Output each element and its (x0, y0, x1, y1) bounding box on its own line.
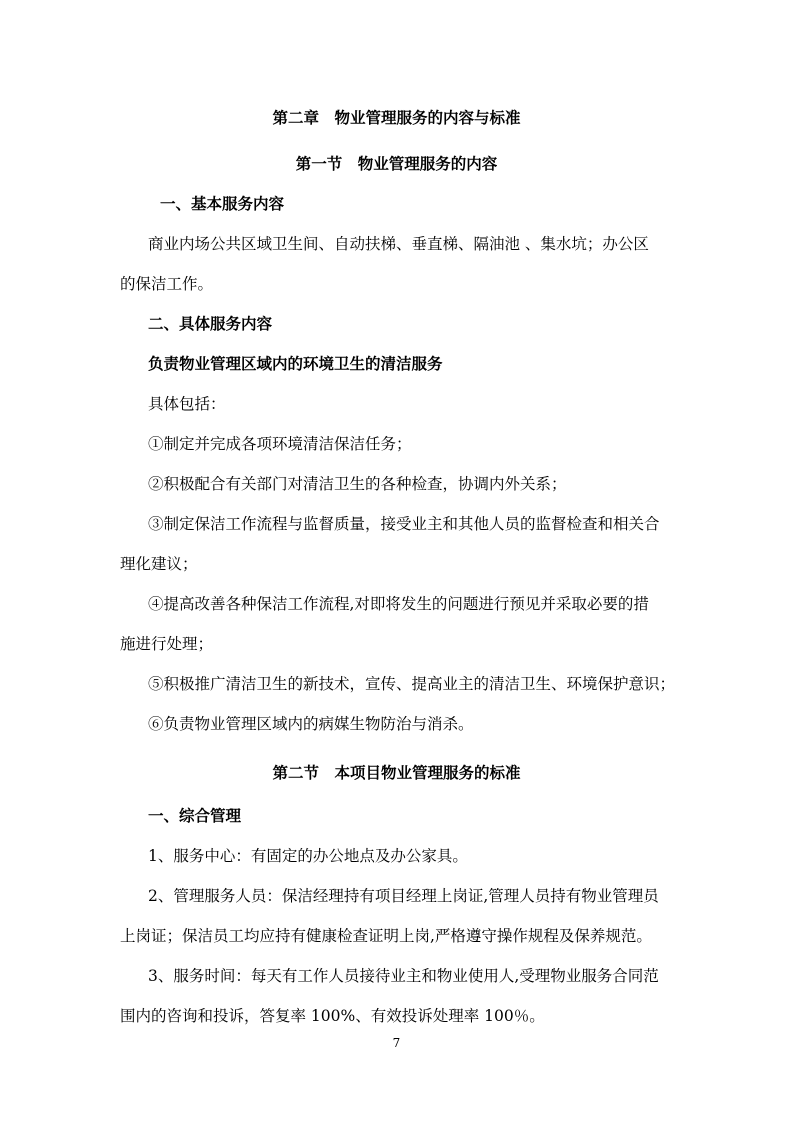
list-item-6: ⑥负责物业管理区域内的病媒生物防治与消杀。 (148, 715, 474, 733)
includes-label: 具体包括： (148, 395, 226, 413)
basic-service-line-1: 商业内场公共区域卫生间、自动扶梯、垂直梯、隔油池 、集水坑；办公区 (148, 235, 649, 253)
section-1-title: 第一节 物业管理服务的内容 (295, 154, 498, 173)
list-item-1: ①制定并完成各项环境清洁保洁任务； (148, 435, 412, 453)
standard-point-3-line-1: 3、服务时间：每天有工作人员接待业主和物业使用人,受理物业服务合同范 (148, 967, 659, 985)
basic-service-line-2: 的保洁工作。 (120, 275, 214, 293)
standard-point-2-line-1: 2、管理服务人员：保洁经理持有项目经理上岗证,管理人员持有物业管理员 (148, 887, 659, 905)
list-item-2: ②积极配合有关部门对清洁卫生的各种检查，协调内外关系； (148, 475, 567, 493)
standard-point-2-line-2: 上岗证；保洁员工均应持有健康检查证明上岗,严格遵守操作规程及保养规范。 (120, 927, 652, 945)
standard-point-3-line-2: 围内的咨询和投诉，答复率 100%、有效投诉处理率 100％。 (120, 1007, 545, 1025)
section-2-title: 第二节 本项目物业管理服务的标准 (272, 763, 521, 782)
page-number: 7 (392, 1036, 401, 1050)
specific-service-heading: 二、具体服务内容 (148, 314, 273, 333)
chapter-title: 第二章 物业管理服务的内容与标准 (272, 108, 521, 127)
general-management-heading: 一、综合管理 (148, 806, 242, 825)
list-item-5: ⑤积极推广清洁卫生的新技术，宣传、提高业主的清洁卫生、环境保护意识； (148, 675, 676, 693)
list-item-4-line-2: 施进行处理； (120, 635, 214, 653)
list-item-4-line-1: ④提高改善各种保洁工作流程,对即将发生的问题进行预见并采取必要的措 (148, 595, 649, 613)
specific-service-subheading: 负责物业管理区域内的环境卫生的清洁服务 (148, 354, 443, 373)
basic-service-heading: 一、基本服务内容 (160, 194, 285, 213)
list-item-3-line-2: 理化建议； (120, 555, 198, 573)
standard-point-1: 1、服务中心：有固定的办公地点及办公家具。 (148, 847, 468, 865)
list-item-3-line-1: ③制定保洁工作流程与监督质量，接受业主和其他人员的监督检查和相关合 (148, 515, 660, 533)
